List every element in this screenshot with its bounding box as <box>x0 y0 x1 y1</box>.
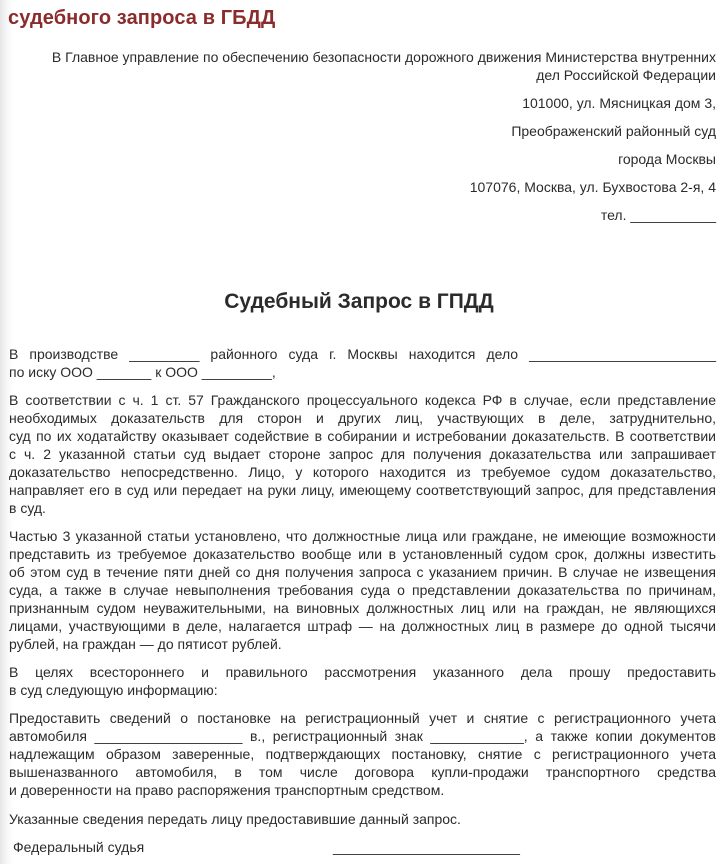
paragraph-line: лицами, участвующими в деле, налагается штраф — на должностных лиц в размере до одной тысячи <box>9 618 716 634</box>
paragraph-line: представить из требуемое доказательство вообще или в установленный судом срок, должны известить <box>9 546 716 562</box>
paragraph-line: в суд. <box>9 500 46 516</box>
paragraph-line: автомобиля ___________________ в., регистрационный знак ____________, а также копии документов <box>9 728 716 744</box>
signature-label: Федеральный судья <box>13 839 145 855</box>
paragraph-line: В производстве _________ районного суда г. Москвы находится дело ________________________ <box>9 346 716 362</box>
paragraph-line: по иску ООО _______ к ООО _________, <box>9 364 276 380</box>
paragraph-line: об этом суд в течение пяти дней со дня получения запроса с указанием причин. В случае не извещения <box>9 564 716 580</box>
paragraph-request <box>9 663 716 699</box>
paragraph-line: суда, а также в случае невыполнения требования суда о представлении доказательства по причинам, <box>9 582 716 598</box>
paragraph-line: направляет его в суд или передает на руки лицу, имеющему соответствующий запрос, для представления <box>9 482 716 498</box>
paragraph-case <box>9 345 716 381</box>
paragraph-line: суд по их ходатайству оказывает содействие в собирании и истребовании доказательств. В соответствии <box>9 428 716 444</box>
sender-address: 107076, Москва, ул. Бухвостова 2-я, 4 <box>469 179 716 195</box>
addressee-address: 101000, ул. Мясницкая дом 3, <box>522 95 716 111</box>
sender-court: Преображенский районный суд <box>511 123 716 139</box>
paragraph-line: Предоставить сведений о постановке на регистрационный учет и снятие с регистрационного учета <box>9 710 716 726</box>
page-heading: судебного запроса в ГБДД <box>8 7 276 29</box>
paragraph-line: В целях всестороннего и правильного рассмотрения указанного дела прошу предоставить <box>9 664 716 680</box>
paragraph-requested-info <box>9 709 716 799</box>
paragraph-line: с ч. 2 указанной статьи суд выдает стороне запрос для получения доказательства или запрашивает <box>9 446 716 462</box>
paragraph-delivery <box>9 810 716 828</box>
sender-city: города Москвы <box>618 151 716 167</box>
paragraph-penalty <box>9 527 716 653</box>
paragraph-line: доказательство непосредственно. Лицо, у которого находится из требуемое судом доказательство, <box>9 464 716 480</box>
paragraph-line: в суд следующую информацию: <box>9 682 218 698</box>
sender-phone: тел. ___________ <box>600 207 716 223</box>
paragraph-line: рублей, на граждан — до пятисот рублей. <box>9 636 282 652</box>
paragraph-line: Указанные сведения передать лицу предоставившие данный запрос. <box>9 811 461 827</box>
paragraph-line: надлежащим образом заверенные, подтверждающих постановку, снятие с регистрационного учета <box>9 746 716 762</box>
paragraph-line: В соответствии с ч. 1 ст. 57 Гражданского процессуального кодекса РФ в случае, если представление <box>9 392 716 408</box>
addressee-line: В Главное управление по обеспечению безопасности дорожного движения Министерства внутренних дел Российской Федерации <box>51 49 716 83</box>
paragraph-legal-basis <box>9 391 716 517</box>
document-title: Судебный Запрос в ГПДД <box>224 290 494 313</box>
paragraph-line: вышеназванного автомобиля, в том числе договора купли-продажи транспортного средства <box>9 764 716 780</box>
paragraph-line: признанным судом неуважительными, на виновных должностных лиц или на граждан, не являющихся <box>9 600 716 616</box>
paragraph-line: и доверенности на право распоряжения транспортным средством. <box>9 782 445 798</box>
paragraph-line: необходимых доказательств для сторон и других лиц, участвующих в деле, затруднительно, <box>9 410 716 426</box>
paragraph-line: Частью 3 указанной статьи установлено, что должностные лица или граждане, не имеющие возможности <box>9 528 716 544</box>
signature-block <box>13 838 520 856</box>
signature-line: ________________________ <box>333 839 520 855</box>
